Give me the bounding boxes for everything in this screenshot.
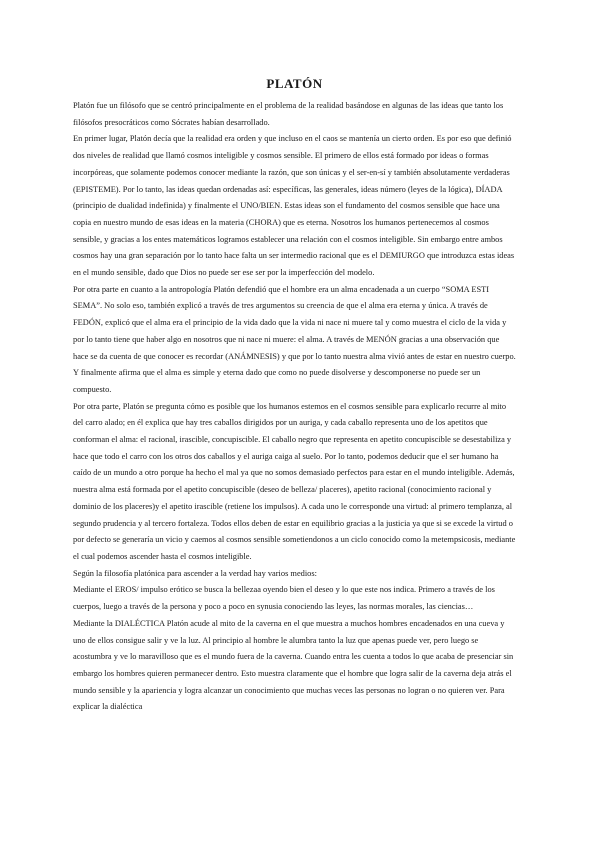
paragraph-intro: Platón fue un filósofo que se centró principalmente en el problema de la realidad basándose en algunas de las ideas que tanto los filósofos presocráticos como Sócrates habían desarrollado. <box>73 101 504 127</box>
page-title: PLATÓN <box>266 76 323 91</box>
document-body <box>73 98 516 716</box>
paragraph-medios: Según la filosofía platónica para ascender a la verdad hay varios medios: <box>73 568 317 578</box>
paragraph-antropologia: Por otra parte en cuanto a la antropología Platón defendió que el hombre era un alma encadenada a un cuerpo “SOMA ESTI SEMA”. No solo eso, también explicó a través de tres argumentos su creencia de que el alma era eterna y única. A través de FEDÓN, explicó que el alma era el principio de la vida dado que la vida ni nace ni muere tal y como muestra el ciclo de la vida y por lo tanto tiene que haber algo en nosotros que ni nace ni muere: el alma. A través de MENÓN gracias a una observación que hace se da cuenta de que conocer es recordar (ANÁMNESIS) y que por lo tanto nuestra alma vivió antes de estar en nuestro cuerpo. Y finalmente afirma que el alma es simple y eterna dado que como no puede disolverse y descomponerse no puede ser un compuesto. <box>73 284 516 394</box>
paragraph-eros: Mediante el EROS/ impulso erótico se busca la bellezaa oyendo bien el deseo y lo que este nos indica. Primero a través de los cuerpos, luego a través de la persona y poco a poco en synusia conociendo las leyes, las normas morales, las ciencias… <box>73 585 495 612</box>
paragraph-cosmos: En primer lugar, Platón decía que la realidad era orden y que incluso en el caos se mantenía un cierto orden. Es por eso que definió dos niveles de realidad que llamó cosmos inteligible y cosmos sensible. El primero de ellos está formado por ideas o formas incorpóreas, que solamente podemos conocer mediante la razón, que son únicas y el ser-en-sí y también absolutamente verdaderas (EPISTEME). Por lo tanto, las ideas quedan ordenadas así: específicas, las generales, ideas número (leyes de la lógica), DÍADA (principio de dualidad indefinida) y finalmente el UNO/BIEN. Estas ideas son el fundamento del cosmos sensible que hace una copia en nuestro mundo de esas ideas en la materia (CHORA) que es eterna. Nosotros los humanos pertenecemos al cosmos sensible, y gracias a los entes matemáticos logramos establecer una relación con el cosmos inteligible. Sin embargo entre ambos cosmos hay una gran separación por lo tanto hace falta un ser intermedio racional que es el DEMIURGO que introduzca estas ideas en el mundo sensible, dado que Dios no puede ser ese ser por la imperfección del modelo. <box>73 134 515 278</box>
paragraph-dialectica: Mediante la DIALÉCTICA Platón acude al mito de la caverna en el que muestra a muchos hombres encadenados en una cueva y uno de ellos consigue salir y ve la luz. Al principio al hombre le alumbra tanto la luz que apenas puede ver, pero luego se acostumbra y ve lo maravilloso que es el mundo fuera de la caverna. Cuando entra les cuenta a todos lo que acaba de presenciar sin embargo los hombres quieren permanecer dentro. Esto muestra claramente que el hombre que logra salir de la caverna deja atrás el mundo sensible y la apariencia y logra alcanzar un conocimiento que muchas veces las personas no logran o no quieren ver. Para explicar la dialéctica <box>73 618 514 712</box>
paragraph-carro-alado: Por otra parte, Platón se pregunta cómo es posible que los humanos estemos en el cosmos sensible para explicarlo recurre al mito del carro alado; en él explica que hay tres caballos dirigidos por un auriga, y cada caballo representa uno de los apetitos que conforman el alma: el racional, irascible, concupiscible. El caballo negro que representa en apetito concupiscible se desestabiliza y hace que todo el carro con los otros dos caballos y el auriga caiga al suelo. Por lo tanto, podemos deducir que el ser humano ha caído de un mundo a otro porque ha hecho el mal ya que no somos demasiado perfectos para estar en el mundo inteligible. Además, nuestra alma está formada por el apetito concupiscible (deseo de belleza/ placeres), apetito racional (conocimiento racional y dominio de los placeres)y el apetito irascible (retiene los impulsos). A cada uno le corresponde una virtud: al primero templanza, al segundo prudencia y al tercero fortaleza. Todos ellos deben de estar en equilibrio gracias a la justicia ya que si se excede la virtud o por defecto se generaría un vicio y caemos al cosmos sensible sometiendonos a un ciclo conocido como la metempsicosis, mediante el cual podemos ascender hasta el cosmos inteligible. <box>73 401 516 561</box>
